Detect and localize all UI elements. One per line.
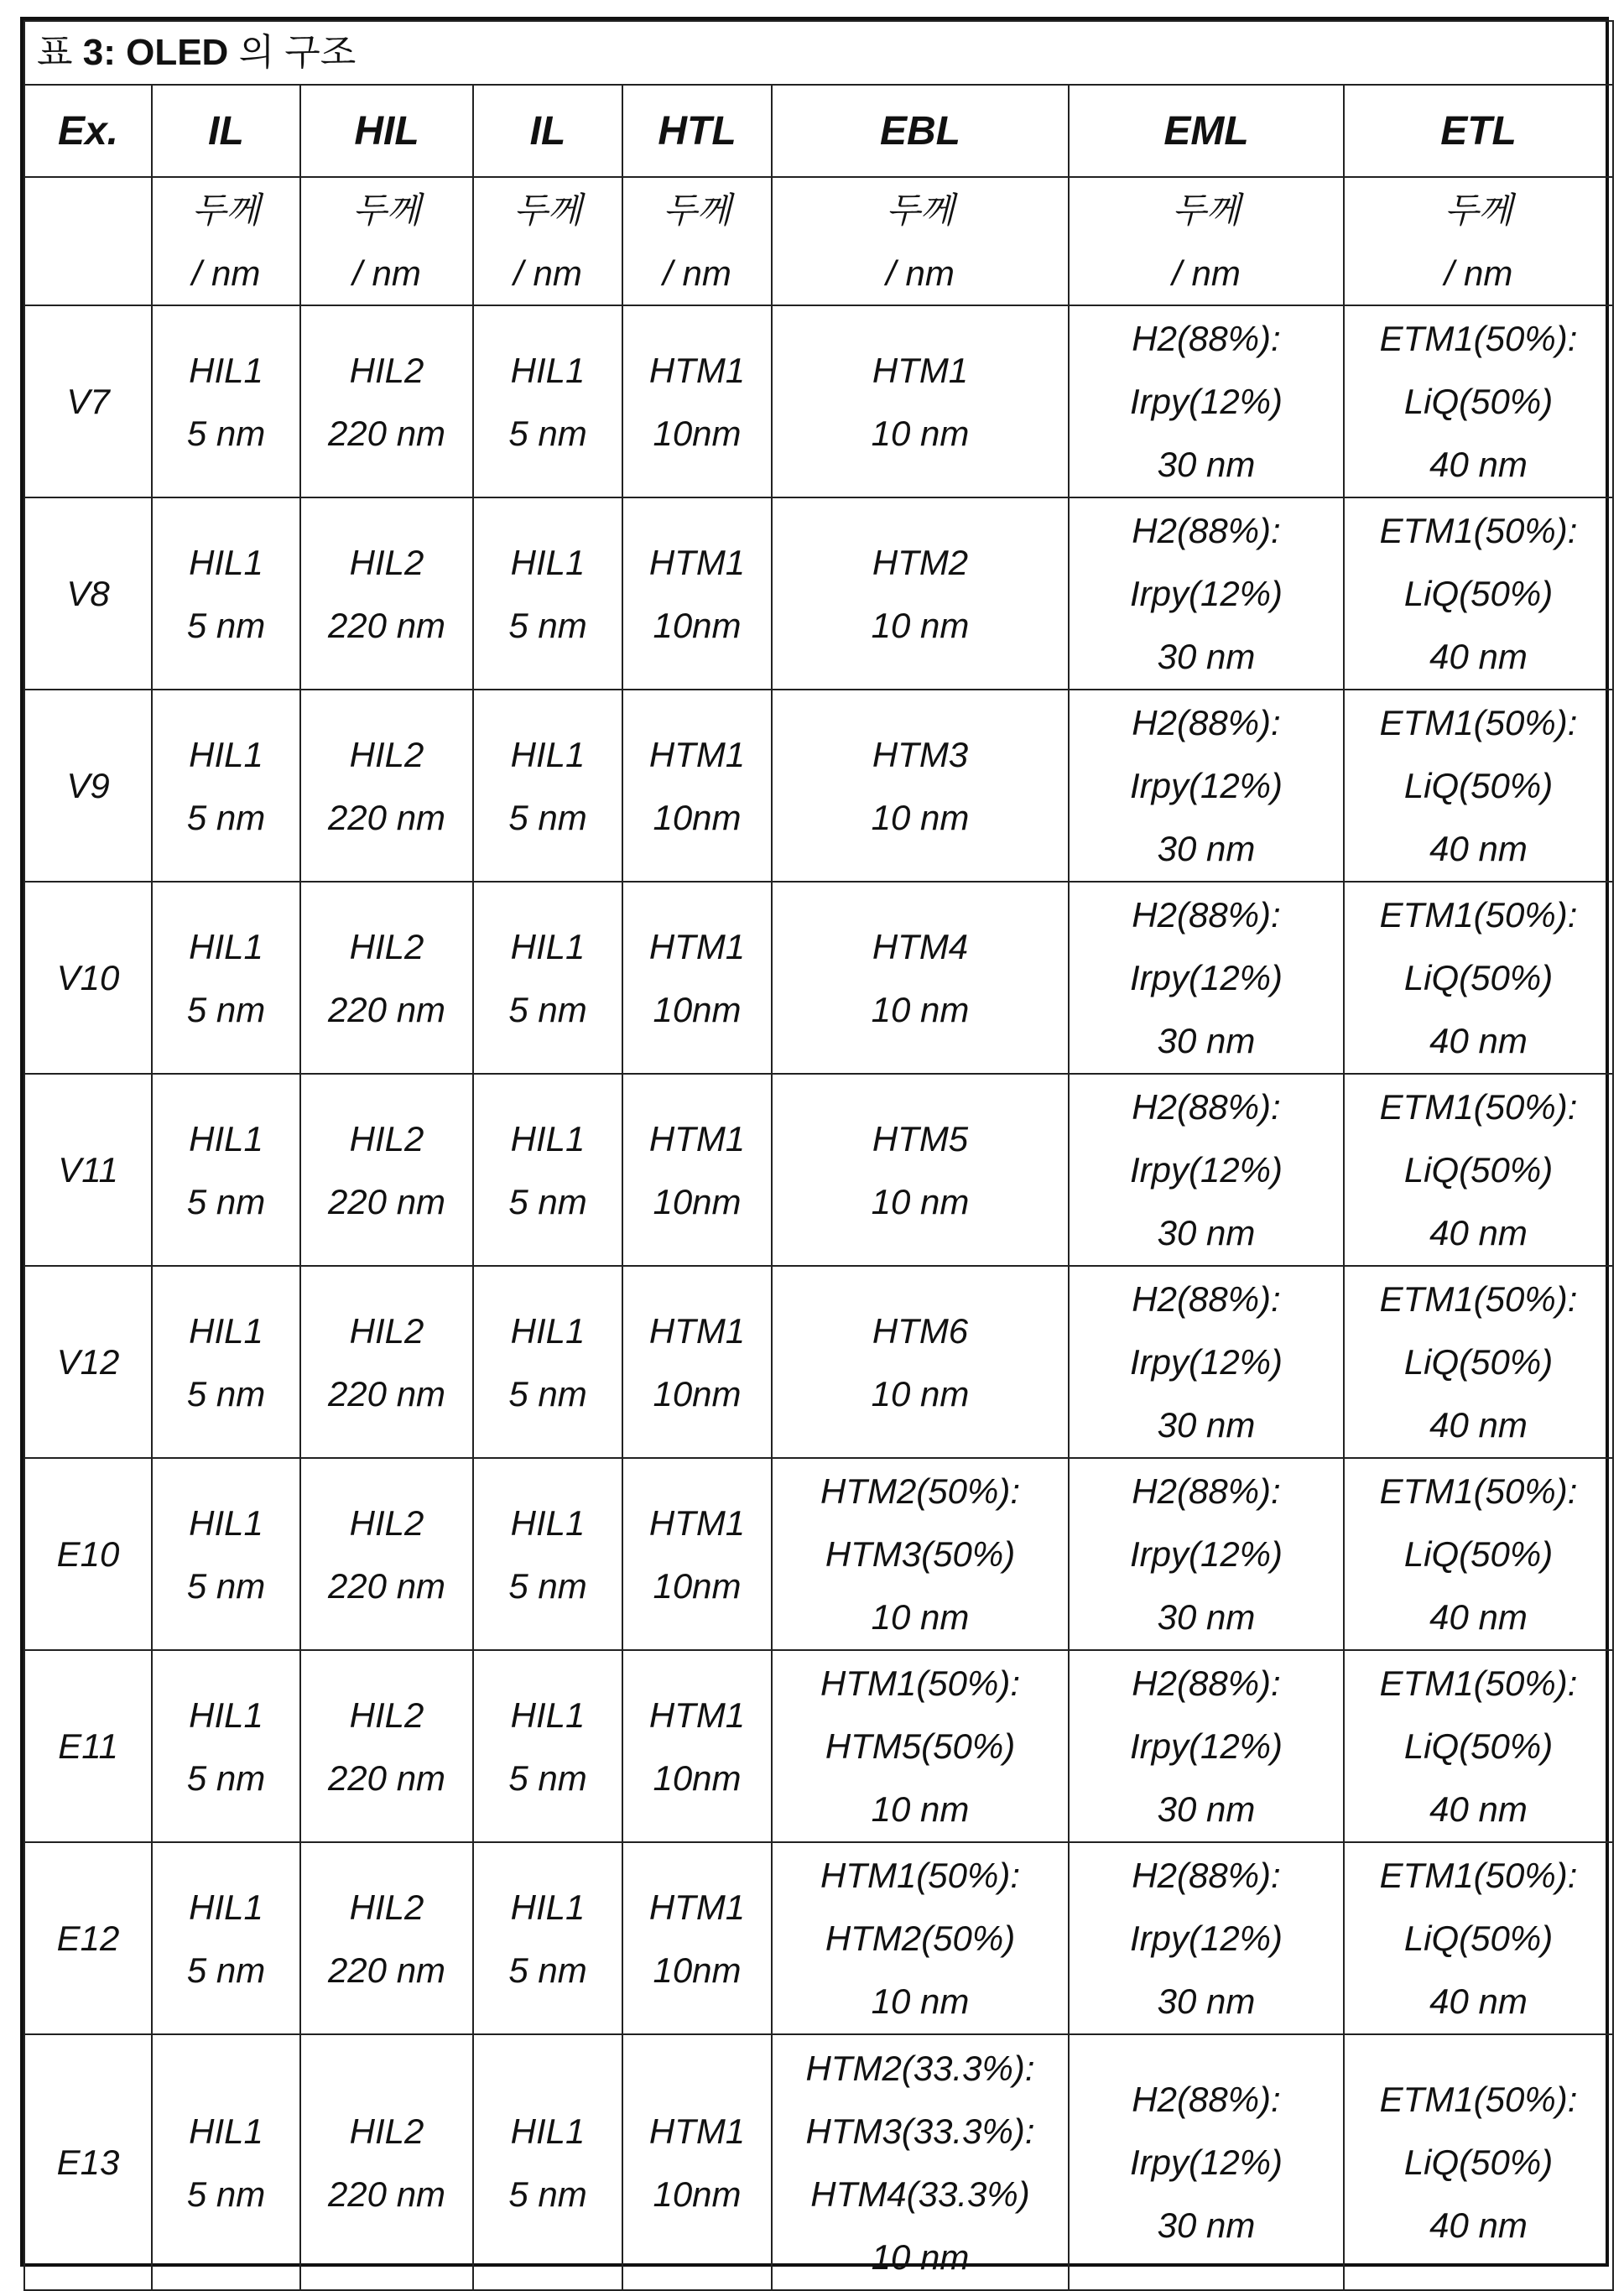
column-header-eml: EML bbox=[1069, 85, 1344, 177]
hil-cell bbox=[300, 497, 473, 690]
cell-line: H2(88%): bbox=[1132, 1856, 1281, 1895]
cell-line: 30 nm bbox=[1157, 829, 1256, 868]
cell-line: 30 nm bbox=[1157, 1021, 1256, 1060]
table-row bbox=[24, 1842, 1613, 2034]
cell-line: 5 nm bbox=[186, 1565, 266, 1606]
cell-line: HIL1 bbox=[510, 1502, 586, 1543]
etl-cell bbox=[1344, 1458, 1613, 1650]
il1-cell bbox=[152, 1842, 300, 2034]
cell-line: LiQ(50%) bbox=[1403, 1726, 1554, 1766]
cell-line: H2(88%): bbox=[1132, 2080, 1281, 2119]
eml-cell bbox=[1069, 2034, 1344, 2290]
cell-line: HIL1 bbox=[189, 542, 263, 582]
cell-line: HTM4 bbox=[872, 926, 969, 966]
table-row bbox=[24, 1266, 1613, 1458]
unit-label: / nm bbox=[1444, 253, 1513, 293]
cell-line: 5 nm bbox=[508, 605, 587, 645]
etl-cell bbox=[1344, 1650, 1613, 1842]
table-row bbox=[24, 882, 1613, 1074]
hil-cell bbox=[300, 1650, 473, 1842]
example-id-cell: V10 bbox=[24, 882, 152, 1074]
cell-line: Irpy(12%) bbox=[1129, 1150, 1283, 1190]
table-row bbox=[24, 1074, 1613, 1266]
htl-cell bbox=[622, 2034, 772, 2290]
il1-cell bbox=[152, 2034, 300, 2290]
example-id-cell: E12 bbox=[24, 1842, 152, 2034]
example-id-cell: V9 bbox=[24, 690, 152, 882]
cell-line: HIL2 bbox=[349, 1887, 424, 1927]
cell-line: HTM1 bbox=[648, 350, 746, 390]
cell-line: 5 nm bbox=[186, 2174, 266, 2214]
cell-line: 10 nm bbox=[871, 1597, 970, 1637]
cell-line: HTM1 bbox=[648, 734, 746, 774]
cell-line: HTM3(33.3%): bbox=[805, 2111, 1035, 2151]
cell-line: 30 nm bbox=[1157, 445, 1256, 484]
cell-line: 30 nm bbox=[1157, 637, 1256, 676]
example-id-cell: E10 bbox=[24, 1458, 152, 1650]
ebl-cell bbox=[772, 882, 1069, 1074]
cell-line: ETM1(50%): bbox=[1379, 895, 1578, 935]
cell-line: ETM1(50%): bbox=[1379, 1087, 1578, 1127]
htl-cell bbox=[622, 1650, 772, 1842]
ebl-cell bbox=[772, 1842, 1069, 2034]
thickness-label: 두께 bbox=[663, 190, 731, 230]
cell-line: 220 nm bbox=[327, 1565, 446, 1606]
cell-line: 40 nm bbox=[1429, 1981, 1528, 2021]
il1-cell bbox=[152, 1266, 300, 1458]
cell-line: LiQ(50%) bbox=[1403, 958, 1554, 997]
cell-line: 10nm bbox=[653, 1757, 742, 1798]
il2-cell bbox=[473, 1266, 622, 1458]
il2-cell bbox=[473, 1650, 622, 1842]
cell-line: 220 nm bbox=[327, 797, 446, 837]
cell-line: HIL2 bbox=[349, 1502, 424, 1543]
header-row bbox=[24, 85, 1613, 177]
cell-line: ETM1(50%): bbox=[1379, 1664, 1578, 1703]
etl-cell bbox=[1344, 690, 1613, 882]
cell-line: 5 nm bbox=[186, 413, 266, 453]
cell-line: Irpy(12%) bbox=[1129, 766, 1283, 805]
cell-line: Irpy(12%) bbox=[1129, 958, 1283, 997]
cell-line: HIL2 bbox=[349, 1310, 424, 1351]
il1-cell bbox=[152, 305, 300, 497]
subheader-empty bbox=[24, 177, 152, 305]
cell-line: 10nm bbox=[653, 1181, 742, 1221]
ebl-cell bbox=[772, 305, 1069, 497]
cell-line: HIL1 bbox=[510, 350, 586, 390]
ebl-cell bbox=[772, 690, 1069, 882]
cell-line: H2(88%): bbox=[1132, 1664, 1281, 1703]
cell-line: HTM1 bbox=[648, 1310, 746, 1351]
eml-cell bbox=[1069, 497, 1344, 690]
cell-line: H2(88%): bbox=[1132, 511, 1281, 550]
etl-cell bbox=[1344, 497, 1613, 690]
cell-line: 10 nm bbox=[871, 797, 970, 837]
title-row bbox=[24, 21, 1613, 85]
cell-line: LiQ(50%) bbox=[1403, 1150, 1554, 1190]
cell-line: ETM1(50%): bbox=[1379, 2080, 1578, 2119]
table-row bbox=[24, 1458, 1613, 1650]
cell-line: HIL1 bbox=[189, 350, 263, 390]
cell-line: 5 nm bbox=[508, 989, 587, 1029]
il2-cell bbox=[473, 1074, 622, 1266]
subheader-cell bbox=[300, 177, 473, 305]
unit-label: / nm bbox=[352, 253, 421, 293]
cell-line: 5 nm bbox=[508, 1565, 587, 1606]
cell-line: 40 nm bbox=[1429, 1597, 1528, 1637]
hil-cell bbox=[300, 1458, 473, 1650]
cell-line: HTM2(50%): bbox=[820, 1471, 1021, 1511]
subheader-cell bbox=[622, 177, 772, 305]
cell-line: 10 nm bbox=[871, 1789, 970, 1829]
htl-cell bbox=[622, 690, 772, 882]
cell-line: 10 nm bbox=[871, 1181, 970, 1221]
cell-line: HIL1 bbox=[510, 1887, 586, 1927]
cell-line: LiQ(50%) bbox=[1403, 1534, 1554, 1574]
cell-line: 10nm bbox=[653, 2174, 742, 2214]
cell-line: HIL1 bbox=[189, 1118, 263, 1159]
il1-cell bbox=[152, 497, 300, 690]
il1-cell bbox=[152, 1074, 300, 1266]
cell-line: 30 nm bbox=[1157, 1981, 1256, 2021]
ebl-cell bbox=[772, 1266, 1069, 1458]
eml-cell bbox=[1069, 305, 1344, 497]
cell-line: 10 nm bbox=[871, 989, 970, 1029]
cell-line: 5 nm bbox=[508, 797, 587, 837]
cell-line: HTM1 bbox=[648, 1695, 746, 1735]
cell-line: HIL1 bbox=[510, 1118, 586, 1159]
cell-line: ETM1(50%): bbox=[1379, 1279, 1578, 1319]
thickness-label: 두께 bbox=[886, 190, 955, 230]
hil-cell bbox=[300, 690, 473, 882]
il1-cell bbox=[152, 882, 300, 1074]
column-header-il: IL bbox=[152, 85, 300, 177]
cell-line: 40 nm bbox=[1429, 637, 1528, 676]
il1-cell bbox=[152, 1650, 300, 1842]
cell-line: HIL2 bbox=[349, 926, 424, 966]
cell-line: 5 nm bbox=[186, 1373, 266, 1414]
cell-line: LiQ(50%) bbox=[1403, 1342, 1554, 1382]
cell-line: LiQ(50%) bbox=[1403, 766, 1554, 805]
cell-line: HIL1 bbox=[189, 1502, 263, 1543]
hil-cell bbox=[300, 1074, 473, 1266]
cell-line: HIL1 bbox=[189, 1695, 263, 1735]
table-row bbox=[24, 305, 1613, 497]
title-suffix: 의 구조 bbox=[238, 32, 357, 73]
unit-label: / nm bbox=[191, 253, 261, 293]
ebl-cell bbox=[772, 1074, 1069, 1266]
column-header-htl: HTL bbox=[622, 85, 772, 177]
cell-line: 30 nm bbox=[1157, 2205, 1256, 2245]
cell-line: ETM1(50%): bbox=[1379, 703, 1578, 742]
cell-line: HIL1 bbox=[510, 926, 586, 966]
cell-line: 10nm bbox=[653, 1565, 742, 1606]
cell-line: 40 nm bbox=[1429, 1213, 1528, 1252]
cell-line: HTM1(50%): bbox=[820, 1664, 1021, 1703]
example-id-cell: V12 bbox=[24, 1266, 152, 1458]
example-id-cell: E13 bbox=[24, 2034, 152, 2290]
cell-line: HTM3 bbox=[872, 734, 969, 774]
cell-line: HIL2 bbox=[349, 1118, 424, 1159]
htl-cell bbox=[622, 497, 772, 690]
cell-line: 5 nm bbox=[186, 1757, 266, 1798]
il2-cell bbox=[473, 690, 622, 882]
table bbox=[23, 20, 1614, 2291]
cell-line: HTM5(50%) bbox=[825, 1726, 1016, 1766]
column-header-etl: ETL bbox=[1344, 85, 1613, 177]
etl-cell bbox=[1344, 882, 1613, 1074]
thickness-unit-row bbox=[24, 177, 1613, 305]
cell-line: 30 nm bbox=[1157, 1213, 1256, 1252]
cell-line: Irpy(12%) bbox=[1129, 1919, 1283, 1958]
cell-line: HIL1 bbox=[189, 2111, 263, 2151]
unit-label: / nm bbox=[1172, 253, 1241, 293]
eml-cell bbox=[1069, 1266, 1344, 1458]
cell-line: HTM1 bbox=[648, 1887, 746, 1927]
unit-label: / nm bbox=[513, 253, 582, 293]
cell-line: 10nm bbox=[653, 605, 742, 645]
cell-line: H2(88%): bbox=[1132, 895, 1281, 935]
cell-line: HTM3(50%) bbox=[825, 1534, 1016, 1574]
htl-cell bbox=[622, 1074, 772, 1266]
subheader-cell bbox=[1069, 177, 1344, 305]
cell-line: 5 nm bbox=[186, 1950, 266, 1990]
cell-line: Irpy(12%) bbox=[1129, 574, 1283, 613]
cell-line: 220 nm bbox=[327, 2174, 446, 2214]
etl-cell bbox=[1344, 1266, 1613, 1458]
title-prefix: 표 bbox=[37, 32, 73, 73]
cell-line: H2(88%): bbox=[1132, 1471, 1281, 1511]
cell-line: 40 nm bbox=[1429, 1021, 1528, 1060]
cell-line: 220 nm bbox=[327, 605, 446, 645]
etl-cell bbox=[1344, 1842, 1613, 2034]
cell-line: HTM1 bbox=[648, 926, 746, 966]
thickness-label: 두께 bbox=[1172, 190, 1241, 230]
cell-line: Irpy(12%) bbox=[1129, 1726, 1283, 1766]
cell-line: HIL2 bbox=[349, 542, 424, 582]
etl-cell bbox=[1344, 2034, 1613, 2290]
cell-line: Irpy(12%) bbox=[1129, 1342, 1283, 1382]
cell-line: 220 nm bbox=[327, 1757, 446, 1798]
unit-label: / nm bbox=[886, 253, 955, 293]
cell-line: HTM2(33.3%): bbox=[805, 2048, 1035, 2088]
column-header-il-2: IL bbox=[473, 85, 622, 177]
cell-line: HTM2(50%) bbox=[825, 1919, 1016, 1958]
cell-line: HTM1 bbox=[872, 350, 969, 390]
htl-cell bbox=[622, 1842, 772, 2034]
cell-line: 30 nm bbox=[1157, 1789, 1256, 1829]
table-row bbox=[24, 2034, 1613, 2290]
example-id-cell: V7 bbox=[24, 305, 152, 497]
table-row bbox=[24, 1650, 1613, 1842]
subheader-cell bbox=[772, 177, 1069, 305]
cell-line: 5 nm bbox=[186, 797, 266, 837]
cell-line: 40 nm bbox=[1429, 445, 1528, 484]
hil-cell bbox=[300, 1842, 473, 2034]
cell-line: 10 nm bbox=[871, 1981, 970, 2021]
htl-cell bbox=[622, 1266, 772, 1458]
cell-line: HIL1 bbox=[510, 542, 586, 582]
cell-line: LiQ(50%) bbox=[1403, 1919, 1554, 1958]
eml-cell bbox=[1069, 1842, 1344, 2034]
hil-cell bbox=[300, 882, 473, 1074]
cell-line: HIL1 bbox=[510, 734, 586, 774]
il2-cell bbox=[473, 1842, 622, 2034]
etl-cell bbox=[1344, 305, 1613, 497]
hil-cell bbox=[300, 305, 473, 497]
ebl-cell bbox=[772, 1458, 1069, 1650]
cell-line: HIL2 bbox=[349, 734, 424, 774]
eml-cell bbox=[1069, 1074, 1344, 1266]
table-row bbox=[24, 690, 1613, 882]
cell-line: 40 nm bbox=[1429, 829, 1528, 868]
cell-line: LiQ(50%) bbox=[1403, 574, 1554, 613]
cell-line: 10 nm bbox=[871, 605, 970, 645]
cell-line: 30 nm bbox=[1157, 1405, 1256, 1445]
cell-line: 40 nm bbox=[1429, 1405, 1528, 1445]
cell-line: H2(88%): bbox=[1132, 1279, 1281, 1319]
oled-structure-table bbox=[20, 17, 1609, 2277]
cell-line: HTM1(50%): bbox=[820, 1856, 1021, 1895]
cell-line: 220 nm bbox=[327, 989, 446, 1029]
cell-line: 10 nm bbox=[871, 2236, 970, 2277]
example-id-cell: V8 bbox=[24, 497, 152, 690]
thickness-label: 두께 bbox=[352, 190, 421, 230]
cell-line: Irpy(12%) bbox=[1129, 382, 1283, 421]
etl-cell bbox=[1344, 1074, 1613, 1266]
cell-line: ETM1(50%): bbox=[1379, 1471, 1578, 1511]
cell-line: HTM1 bbox=[648, 2111, 746, 2151]
thickness-label: 두께 bbox=[191, 190, 261, 230]
column-header-hil: HIL bbox=[300, 85, 473, 177]
cell-line: 5 nm bbox=[186, 605, 266, 645]
htl-cell bbox=[622, 305, 772, 497]
cell-line: HIL2 bbox=[349, 350, 424, 390]
thickness-label: 두께 bbox=[513, 190, 582, 230]
il2-cell bbox=[473, 2034, 622, 2290]
il2-cell bbox=[473, 305, 622, 497]
cell-line: 10 nm bbox=[871, 413, 970, 453]
cell-line: HTM1 bbox=[648, 1118, 746, 1159]
table-title bbox=[24, 21, 1613, 85]
htl-cell bbox=[622, 1458, 772, 1650]
il2-cell bbox=[473, 1458, 622, 1650]
cell-line: 40 nm bbox=[1429, 2205, 1528, 2245]
cell-line: 5 nm bbox=[186, 1181, 266, 1221]
cell-line: HIL1 bbox=[189, 926, 263, 966]
il2-cell bbox=[473, 882, 622, 1074]
cell-line: HIL1 bbox=[510, 1695, 586, 1735]
cell-line: 40 nm bbox=[1429, 1789, 1528, 1829]
ebl-cell bbox=[772, 497, 1069, 690]
table-row bbox=[24, 497, 1613, 690]
cell-line: H2(88%): bbox=[1132, 1087, 1281, 1127]
cell-line: 5 nm bbox=[508, 2174, 587, 2214]
column-header-ebl: EBL bbox=[772, 85, 1069, 177]
cell-line: LiQ(50%) bbox=[1403, 2143, 1554, 2182]
cell-line: 5 nm bbox=[186, 989, 266, 1029]
cell-line: HTM4(33.3%) bbox=[810, 2174, 1030, 2214]
eml-cell bbox=[1069, 882, 1344, 1074]
cell-line: LiQ(50%) bbox=[1403, 382, 1554, 421]
cell-line: 5 nm bbox=[508, 1181, 587, 1221]
cell-line: Irpy(12%) bbox=[1129, 2143, 1283, 2182]
cell-line: 5 nm bbox=[508, 1950, 587, 1990]
cell-line: HTM1 bbox=[648, 542, 746, 582]
cell-line: 10nm bbox=[653, 989, 742, 1029]
ebl-cell bbox=[772, 2034, 1069, 2290]
cell-line: HIL1 bbox=[189, 1887, 263, 1927]
cell-line: HIL1 bbox=[189, 734, 263, 774]
cell-line: 10nm bbox=[653, 1950, 742, 1990]
il1-cell bbox=[152, 1458, 300, 1650]
subheader-cell bbox=[473, 177, 622, 305]
cell-line: 30 nm bbox=[1157, 1597, 1256, 1637]
cell-line: HIL2 bbox=[349, 2111, 424, 2151]
cell-line: 5 nm bbox=[508, 1757, 587, 1798]
cell-line: 10nm bbox=[653, 413, 742, 453]
cell-line: HTM2 bbox=[872, 542, 969, 582]
ebl-cell bbox=[772, 1650, 1069, 1842]
cell-line: 220 nm bbox=[327, 1373, 446, 1414]
thickness-label: 두께 bbox=[1444, 190, 1513, 230]
cell-line: ETM1(50%): bbox=[1379, 319, 1578, 358]
cell-line: HIL2 bbox=[349, 1695, 424, 1735]
hil-cell bbox=[300, 1266, 473, 1458]
cell-line: 220 nm bbox=[327, 1950, 446, 1990]
cell-line: Irpy(12%) bbox=[1129, 1534, 1283, 1574]
cell-line: HTM6 bbox=[872, 1310, 969, 1351]
cell-line: ETM1(50%): bbox=[1379, 1856, 1578, 1895]
cell-line: 10nm bbox=[653, 1373, 742, 1414]
example-id-cell: V11 bbox=[24, 1074, 152, 1266]
htl-cell bbox=[622, 882, 772, 1074]
cell-line: HTM5 bbox=[872, 1118, 969, 1159]
cell-line: H2(88%): bbox=[1132, 319, 1281, 358]
cell-line: 5 nm bbox=[508, 1373, 587, 1414]
example-id-cell: E11 bbox=[24, 1650, 152, 1842]
cell-line: HTM1 bbox=[648, 1502, 746, 1543]
cell-line: 220 nm bbox=[327, 413, 446, 453]
cell-line: H2(88%): bbox=[1132, 703, 1281, 742]
eml-cell bbox=[1069, 690, 1344, 882]
cell-line: HIL1 bbox=[510, 2111, 586, 2151]
il1-cell bbox=[152, 690, 300, 882]
cell-line: 220 nm bbox=[327, 1181, 446, 1221]
cell-line: ETM1(50%): bbox=[1379, 511, 1578, 550]
subheader-cell bbox=[152, 177, 300, 305]
subheader-cell bbox=[1344, 177, 1613, 305]
unit-label: / nm bbox=[663, 253, 731, 293]
cell-line: HIL1 bbox=[189, 1310, 263, 1351]
hil-cell bbox=[300, 2034, 473, 2290]
title-bold: 3: OLED bbox=[82, 32, 229, 73]
cell-line: 10nm bbox=[653, 797, 742, 837]
eml-cell bbox=[1069, 1650, 1344, 1842]
cell-line: 10 nm bbox=[871, 1373, 970, 1414]
eml-cell bbox=[1069, 1458, 1344, 1650]
cell-line: HIL1 bbox=[510, 1310, 586, 1351]
cell-line: 5 nm bbox=[508, 413, 587, 453]
column-header-ex: Ex. bbox=[24, 85, 152, 177]
il2-cell bbox=[473, 497, 622, 690]
